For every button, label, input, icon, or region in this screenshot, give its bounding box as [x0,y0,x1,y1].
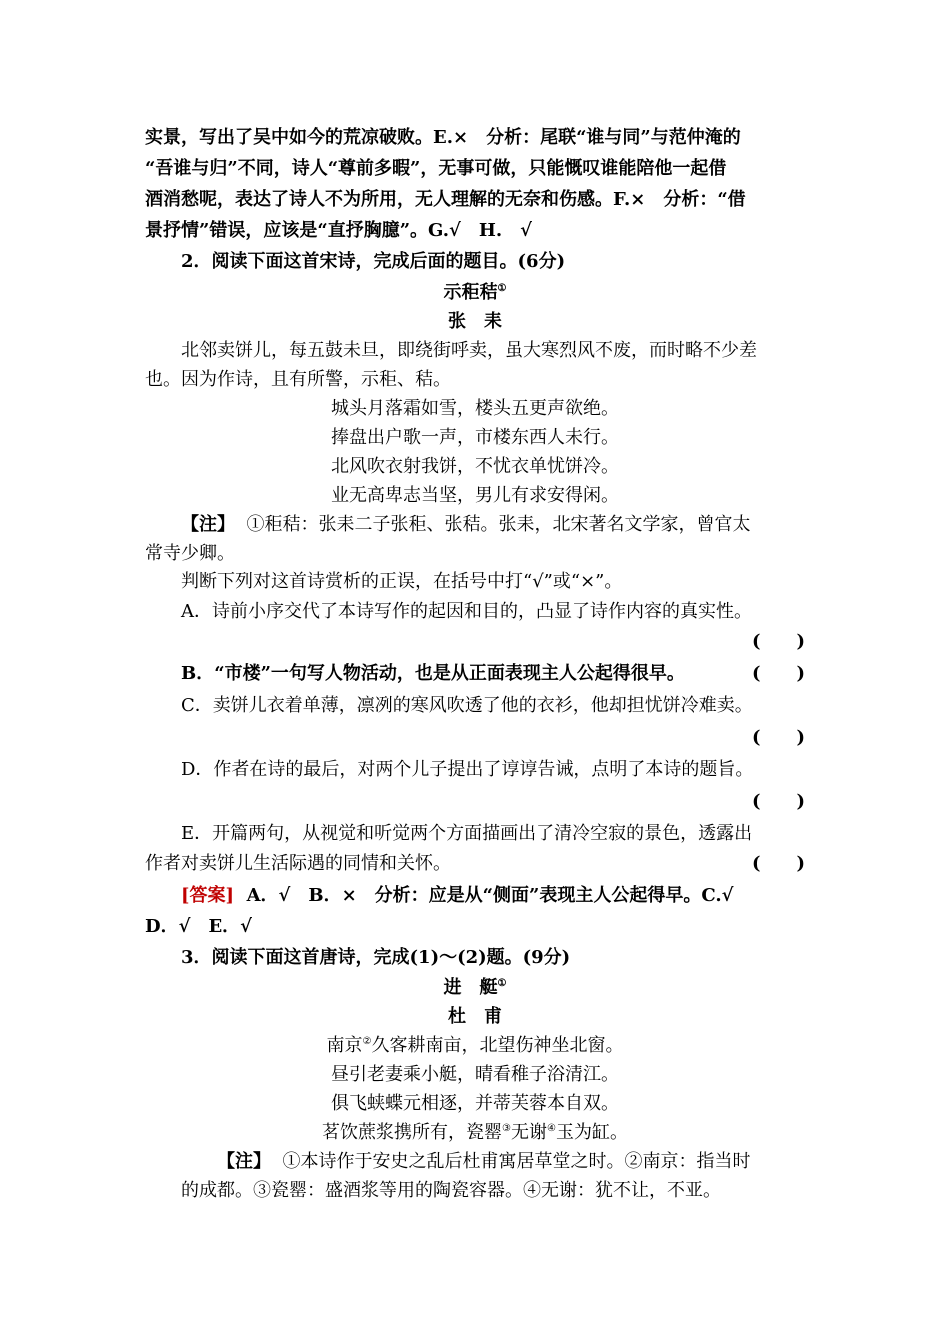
note-line: 【注】 ①秬秸：张耒二子张秬、张秸。张耒，北宋著名文学家，曾官太 [181,514,751,535]
poem-author: 杜 甫 [448,1006,502,1027]
question-3-stem: 3．阅读下面这首唐诗，完成(1)～(2)题。(9分) [181,947,571,968]
option-c: C．卖饼儿衣着单薄，凛冽的寒风吹透了他的衣衫，他却担忧饼冷难卖。 [181,695,753,716]
answer-line: 景抒情”错误，应该是“直抒胸臆”。G.√ H. √ [145,220,532,241]
answer-line: 实景，写出了吴中如今的荒凉破败。E.× 分析：尾联“谁与同”与范仲淹的 [145,127,741,148]
poem-line: 昼引老妻乘小艇，晴看稚子浴清江。 [331,1064,619,1085]
answer-bracket: ( ) [751,727,805,748]
answer-key: D．√ E．√ [145,916,252,937]
poem-line: 茗饮蔗浆携所有，瓷罂③无谢④玉为缸。 [322,1122,628,1143]
poem-line: 城头月落霜如雪，楼头五更声欲绝。 [331,398,619,419]
option-e: E．开篇两句，从视觉和听觉两个方面描画出了清冷空寂的景色，透露出 [181,823,753,844]
note-line: 的成都。③瓷罂：盛酒浆等用的陶瓷容器。④无谢：犹不让，不亚。 [181,1180,721,1201]
answer-bracket: ( ) [751,631,805,652]
answer-line: “吾谁与归”不同，诗人“尊前多暇”，无事可做，只能慨叹谁能陪他一起借 [145,158,727,179]
note-line: 【注】 ①本诗作于安史之乱后杜甫寓居草堂之时。②南京：指当时 [217,1151,751,1172]
poem-line: 俱飞蛱蝶元相逐，并蒂芙蓉本自双。 [331,1093,619,1114]
answer-bracket: ( ) [751,663,805,684]
question-2-stem: 2．阅读下面这首宋诗，完成后面的题目。(6分) [181,251,566,272]
option-b: B．“市楼”一句写人物活动，也是从正面表现主人公起得很早。 [181,663,685,684]
poem-line: 北风吹衣射我饼，不忧衣单忧饼冷。 [331,456,619,477]
answer-line: 酒消愁呢，表达了诗人不为所用，无人理解的无奈和伤感。F.× 分析：“借 [145,189,746,210]
poem-line: 捧盘出户歌一声，市楼东西人未行。 [331,427,619,448]
poem-preface: 北邻卖饼儿，每五鼓未旦，即绕街呼卖，虽大寒烈风不废，而时略不少差 [181,340,757,361]
poem-line: 业无高卑志当坚，男儿有求安得闲。 [331,485,619,506]
answer-label: [答案] [181,885,235,906]
note-line: 常寺少卿。 [145,543,235,564]
option-a: A．诗前小序交代了本诗写作的起因和目的，凸显了诗作内容的真实性。 [181,601,752,622]
instruction: 判断下列对这首诗赏析的正误，在括号中打“√”或“×”。 [181,571,623,592]
answer-bracket: ( ) [751,853,805,874]
poem-author: 张 耒 [448,311,502,332]
poem-title: 示秬秸① [443,282,507,303]
answer-key: [答案] A．√ B．× 分析：应是从“侧面”表现主人公起得早。C.√ [181,885,734,906]
poem-preface: 也。因为作诗，且有所警，示秬、秸。 [145,369,451,390]
option-e: 作者对卖饼儿生活际遇的同情和关怀。 [145,853,451,874]
answer-bracket: ( ) [751,791,805,812]
poem-title: 进 艇① [443,977,507,998]
poem-line: 南京②久客耕南亩，北望伤神坐北窗。 [326,1035,624,1056]
option-d: D．作者在诗的最后，对两个儿子提出了谆谆告诫，点明了本诗的题旨。 [181,759,754,780]
